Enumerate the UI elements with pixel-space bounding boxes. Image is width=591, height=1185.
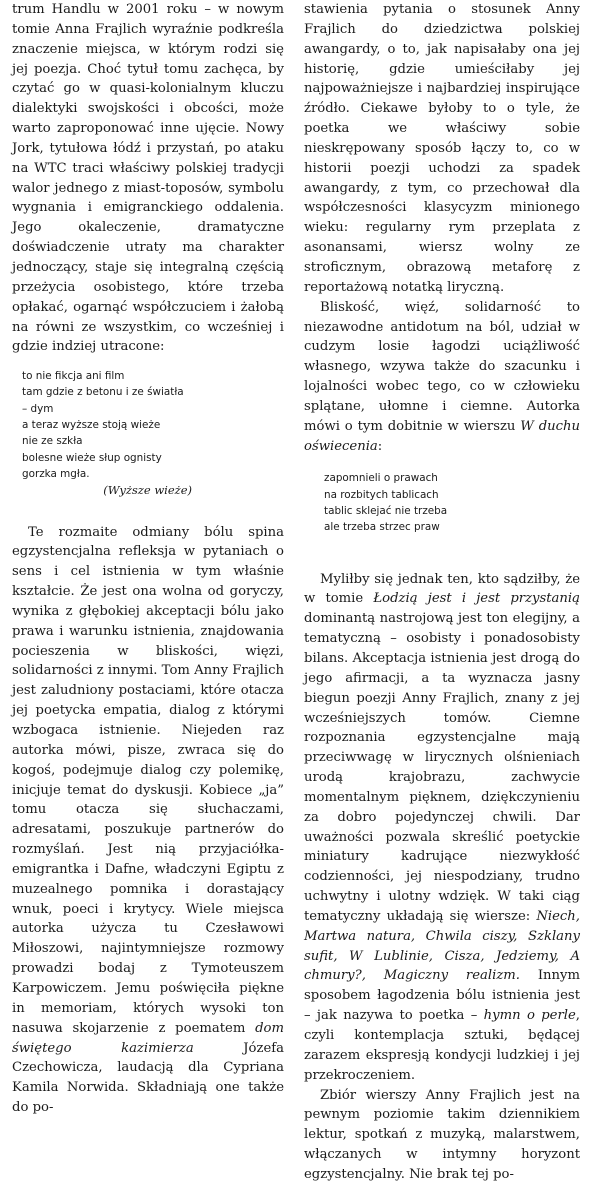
poem-line: a teraz wyższe stoją wieże <box>22 419 161 432</box>
book-title: Łodzią jest i jest przystanią <box>373 591 580 607</box>
poem-line: na rozbitych tablicach <box>324 488 439 501</box>
paragraph: trum Handlu w 2001 roku – w nowym tomie Anna Frajlich wyraźnie podkreśla znaczenie miejsca, w którym rodzi się jej poezja. Choć tytuł tomu zachęca, by czytać go w quasi-kolonialnym kluczu dialektyki swojskości i obcości, może warto zaproponować inne ujęcie. Nowy Jork, tytułowa łódź i przystań, po ataku na WTC traci właściwy polskiej tradycji walor jednego z miast-toposów, symbolu wygnania i emigranckiego oddalenia. Jego okaleczenie, dramatyczne doświadczenie utraty ma charakter jednoczący, staje się integralną częścią przeżycia osobistego, które trzeba opłakać, ogarnąć współczuciem i żałobą na równi ze wszystkim, co wcześniej i gdzie indziej utracone: <box>12 2 284 355</box>
poem-line: – dym <box>22 402 54 415</box>
paragraph: Bliskość, więź, solidarność to niezawodne antidotum na ból, udział w cudzym losie łagodzi uciążliwość własnego, wzywa także do szacunku i lojalności wobec tego, co w człowieku splątane, ułomne i ciemne. Autorka mówi o tym dobitnie w wierszu W duchu oświecenia: <box>304 299 581 454</box>
poem-title: dom świętego kazimierza <box>12 1020 284 1056</box>
paragraph: Te rozmaite odmiany bólu spina egzystencjalna refleksja w pytaniach o sens i cel istnienia w tym właśnie kształcie. Że jest ona wolna od goryczy, wynika z głębokiej akceptacji bólu jako prawa i warunku istnienia, znajdowania pocieszenia w bliskości, więzi, solidarności z innymi. Tom Anny Frajlich jest zaludniony postaciami, które otacza jej poetycka empatia, dialog z którymi wzbogaca istnienie. Niejeden raz autorka mówi, pisze, zwraca się do kogoś, podejmuje dialog czy polemikę, inicjuje temat do dyskusji. Kobiece „ja” tomu otacza się słuchaczami, adresatami, poszukuje partnerów do rozmyślań. Jest nią przyjaciółka-emigrantka i Dafne, władczyni Egiptu z muzealnego pomnika i dorastający wnuk, poeci i krytycy. Wiele miejsca autorka użycza tu Czesławowi Miłoszowi, najintymniejsze rozmowy prowadzi bodaj z Tymoteuszem Karpowiczem. Jemu poświęciła piękne in memoriam, których wysoki ton nasuwa skojarzenie z poematem dom świętego kazimierza Józefa Czechowicza, laudacją dla Cypriana Kamila Norwida. Składniają one także do po- <box>12 524 284 1116</box>
right-column <box>304 0 580 1185</box>
poem-title: hymn o perle <box>483 1008 576 1024</box>
poem-line: tam gdzie z betonu i ze światła <box>22 386 184 399</box>
poem-line: gorzka mgła. <box>22 467 90 480</box>
left-column <box>12 0 284 1118</box>
poem-line: tablic sklejać nie trzeba <box>324 505 448 517</box>
poem-line: bolesne wieże słup ognisty <box>22 451 162 464</box>
paragraph: stawienia pytania o stosunek Anny Frajlich do dziedzictwa polskiej awangardy, o to, jak napisałaby ona jej historię, gdzie umieściłaby jej najpoważniejsze i najbardziej inspirujące źródło. Ciekawe byłoby to o tyle, że poetka we właściwy sobie nieskrępowany sposób łączy to, co w historii poezji uchodzi za spadek awangardy, z tym, co przechował dla współczesności klasycyzm minionego wieku: regularny rym przeplata z asonansami, wiersz wolny ze stroficznym, obrazową metaforę z reportażową notatką liryczną. <box>304 2 580 295</box>
poem-titles: Niech, Martwa natura, Chwila ciszy, Szklany sufit, W Lublinie, Cisza, Jedziemy, A chmury?, Magiczny realizm. <box>304 908 580 984</box>
poem-line: zapomnieli o prawach <box>324 472 438 485</box>
poem-line: to nie fikcja ani film <box>22 370 125 383</box>
poem-line: nie ze szkła <box>22 435 83 448</box>
poem-source: (Wyższe wieże) <box>103 483 192 498</box>
poem-title: W duchu oświecenia <box>304 418 581 454</box>
poem-excerpt <box>22 368 284 498</box>
paragraph: Zbiór wierszy Anny Frajlich jest na pewnym poziomie takim dziennikiem lektur, spotkań z muzyką, malarstwem, włączanych w intymny horyzont egzystencjalny. Nie brak tej po- <box>304 1087 580 1182</box>
poem-excerpt <box>324 470 580 535</box>
paragraph: Myliłby się jednak ten, kto sądziłby, że w tomie Łodzią jest i jest przystanią dominantą nastrojową jest ton elegijny, a tematyczną – osobisty i ponadosobisty bilans. Akceptacja istnienia jest drogą do jego afirmacji, a ta wyznacza jasny biegun poezji Anny Frajlich, znany z jej wcześniejszych tomów. Ciemne rozpoznania egzystencjalne mają przeciwwagę w lirycznych olśnieniach urodą krajobrazu, zachwycie momentalnym pięknem, dziękczynieniu za dobro pojedynczej chwili. Dar uważności pozwala skreślić poetyckie miniatury kadrujące niezwykłość codzienności, jej niespodziany, trudno uchwytny i ulotny wdzięk. W taki ciąg tematyczny układają się wiersze: Niech, Martwa natura, Chwila ciszy, Szklany sufit, W Lublinie, Cisza, Jedziemy, A chmury?, Magiczny realizm. Innym sposobem łagodzenia bólu istnienia jest – jak nazywa to poetka – hymn o perle, czyli kontemplacja sztuki, będącej zarazem ekspresją kondycji ludzkiej i jej przekroczeniem. <box>304 571 580 1083</box>
poem-line: ale trzeba strzec praw <box>324 521 440 534</box>
